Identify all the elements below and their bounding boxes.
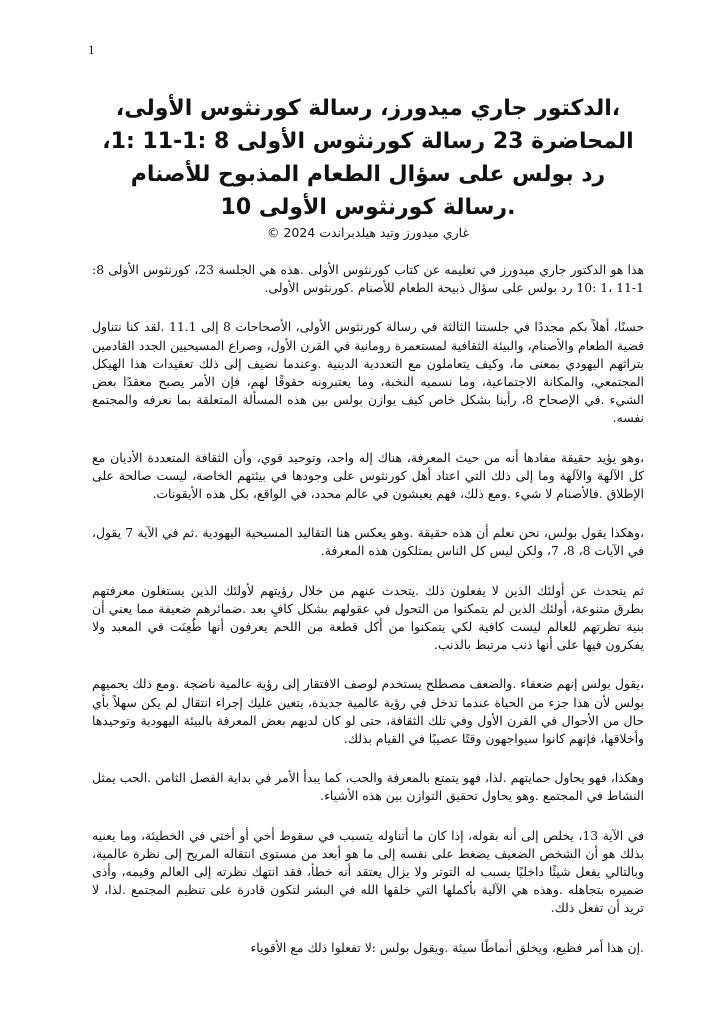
paragraph: .إن هذا أمر فظيع، ويخلق أنماطًا سيئة .ويقول بولس :لا تفعلوا ذلك مع الأقوياء: [250, 939, 644, 955]
paragraph: وهكذا، فهو يحاول حمايتهم .لذا، فهو يتمتع بالمعرفة والحب، كما يبدأ الأمر في بداية الفصل الثامن .الحب يمثل النشاط في المجتمع .وهو يحاول تحقيق التوازن بين هذه الأشياء.: [92, 770, 644, 804]
document-page: [92, 92, 644, 978]
paragraph: ،يقول بولس إنهم ضعفاء .والضعف مصطلح يستخدم لوصف الافتقار إلى رؤية عالمية ناضجة .ومع ذلك يحميهم بولس لأن هذا جزء من الحياة عندما تدخل في رؤية عالمية جديدة، يتعين عليك إجراء انتقال لم يكن سهلاً بأي حال من الأحوال في القرن الأول وفي تلك الثقافة، حتى لو كان لديهم بعض المعرفة بالبيئة اليهودية وتوحيدها وأخلاقها، فإنهم كانوا سيواجهون وقتًا عصيبًا في القيام بذلك.: [92, 676, 644, 747]
document-title: ،الدكتور جاري ميدورز، رسالة كورنثوس الأولى، المحاضرة 23 رسالة كورنثوس الأولى 8 :1-11 :1، رد بولس على سؤال الطعام المذبوح للأصنام .رسالة كورنثوس الأولى 10: [102, 96, 634, 220]
paragraph: ،وهو يؤيد حقيقة مفادها أنه من حيث المعرفة، هناك إله واحد، وتوحيد قوي، وأن الثقافة المتعددة الأديان مع كل الآلهة والآلهة وما إلى ذلك التي اعتاد أهل كورنثوس على وجودها في بيئتهم الخاصة، ليست صالحة على الإطلاق .فالأصنام لا شيء .ومع ذلك، فهم يعيشون في عالم محدد، في الواقع، بكل هذه الأيقونات.: [92, 449, 644, 502]
paragraph: ،وهكذا يقول بولس، نحن نعلم أن هذه حقيقة .وهو يعكس هنا التقاليد المسيحية اليهودية .ثم في الآية 7 يقول، في الآيات 8، 8، 7، ولكن ليس كل الناس يمتلكون هذه المعرفة.: [92, 525, 644, 559]
paragraph: حسنًا، أهلاً بكم مجددًا في جلستنا الثالثة في رسالة كورنثوس الأولى، الأصحاحات 8 إلى 11.1 .لقد كنا نتناول قضية الطعام والأصنام، والبيئة الثقافية لمستعمرة رومانية في القرن الأول، وصراع المسيحيين الجدد القادمين بتراثهم اليهودي بمعنى ما، وكيف يتعاملون مع التعددية الدينية .وعندما نضيف إلى ذلك تعقيدات هذا الهيكل المجتمعي، والمكانة الاجتماعية، وما نسميه النخبة، وما يعتبرونه حقوقًا لهم، فإن الأمر يصبح معقدًا بعض الشيء .في الإصحاح 8، رأينا بشكل خاص كيف يوازن بولس بين هذه المسألة المتعلقة بما نعرفه والمجتمع نفسه.: [92, 319, 644, 426]
paragraph: هذا هو الدكتور جاري ميدورز في تعليمه عن كتاب كورنثوس الأولى .هذه هي الجلسة 23، كورنثوس الأولى 8: 1-11 ،1 :10 رد بولس على سؤال ذبيحة الطعام للأصنام .كورنثوس الأولى.: [92, 262, 644, 296]
paragraph: ثم يتحدث عن أولئك الذين لا يفعلون ذلك .يتحدث عنهم من خلال رؤيتهم لأولئك الذين يستغلون معرفتهم بطرق متنوعة، أولئك الذين لم يتمكنوا من التحول في عقولهم بشكل كافٍ بعد .ضمائرهم ضعيفة مما يعني أن بنية نظرتهم للعالم ليست كافية لكي يتمكنوا من أكل قطعة من اللحم يعرفون أنها طُعِنَت في المعبد ولا يفكرون فيها على أنها ذنب مرتبط بالذنب.: [92, 582, 644, 653]
paragraph: في الآية 13، يخلص إلى أنه بقوله، إذا كان ما أتناوله يتسبب في سقوط أخي أو أختي في الخطيئة، وما يعنيه بذلك هو أن الشخص الضعيف يضغط على نفسه إلى ما هو أبعد من مستوى انتقاله المريح إلى نظرة عالمية، وبالتالي يفعل شيئًا داخليًا يسبب له التوتر ولا يزال يعتقد أنه خطأ، فقد انتهك نظرته إلى العالم وقيمه، وأذى ضميره بتجاهله .وهذه هي الآلية بأكملها التي خلقها الله في البشر لتكون قادرة على تنظيم المجتمع .لذا، لا تريد أن تفعل ذلك.: [92, 827, 644, 916]
copyright-line: غاري ميدورز وتيد هيلدبراندت 2024 ©: [266, 225, 470, 240]
page-number: 1: [88, 42, 95, 57]
